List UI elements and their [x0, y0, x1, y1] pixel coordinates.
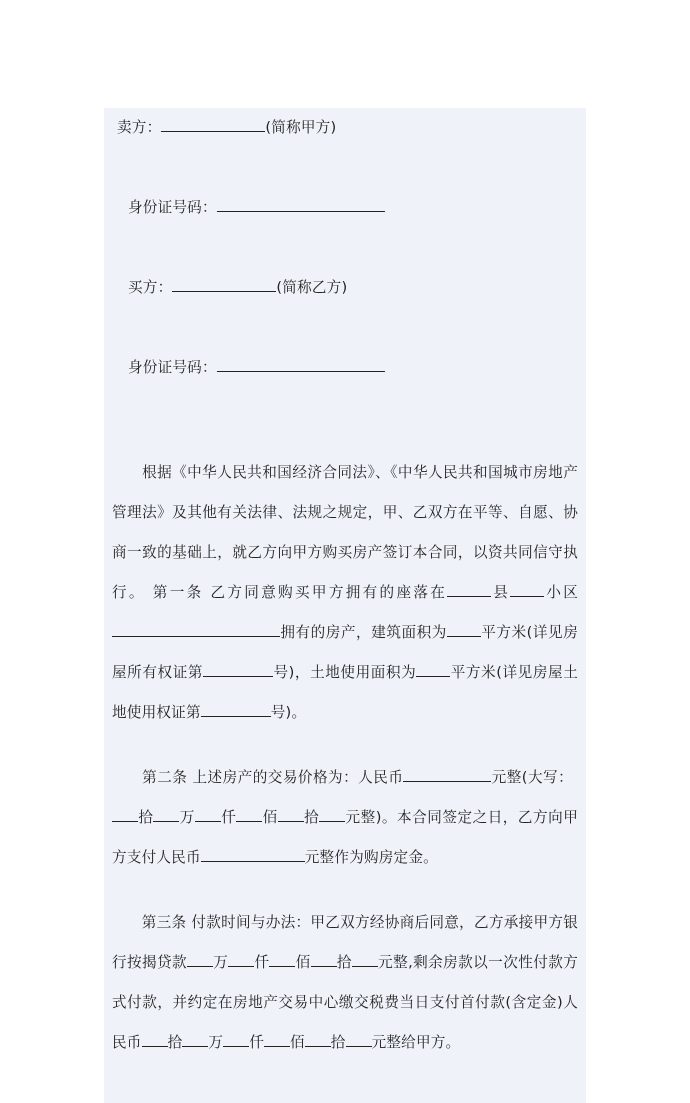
- land-cert-blank[interactable]: [201, 702, 271, 717]
- buyer-id-line: [104, 348, 586, 388]
- paragraph-gap: [104, 878, 586, 903]
- clause-3-text-j: 佰: [289, 1034, 305, 1051]
- loan-cn-1-blank[interactable]: [187, 952, 213, 967]
- spacer: [104, 308, 586, 348]
- clause-3-text-h: 万: [208, 1034, 224, 1051]
- seller-name-blank[interactable]: [161, 117, 265, 132]
- clause-2-text-d: 万: [179, 809, 195, 826]
- preamble-and-clause-1: [104, 453, 586, 733]
- downpay-cn-3-blank[interactable]: [223, 1032, 249, 1047]
- clause-3-paragraph: [104, 903, 586, 1063]
- clause-1-text-g: 平方米(详见房屋土地使用权证第: [112, 664, 578, 721]
- price-cn-5-blank[interactable]: [278, 807, 304, 822]
- clause-1-text-f: 号)，土地使用面积为: [273, 664, 417, 681]
- price-cn-3-blank[interactable]: [195, 807, 221, 822]
- bottom-spacer: [104, 1063, 586, 1103]
- preamble-text: 根据《中华人民共和国经济合同法》、《中华人民共和国城市房地产管理法》及其他有关法律、法规之规定，甲、乙双方在平等、自愿、协商一致的基础上，就乙方向甲方购买房产签订本合同，以资共同信守执行。: [112, 464, 579, 601]
- clause-3-text-l: 元整给甲方。: [371, 1034, 461, 1051]
- clause-1-text-h: 号)。: [270, 704, 307, 721]
- ownership-cert-blank[interactable]: [203, 662, 273, 677]
- community-blank[interactable]: [112, 622, 280, 637]
- clause-1-text-c: 小区: [544, 584, 579, 601]
- clause-2-text-a: 上述房产的交易价格为：人民币: [192, 769, 404, 786]
- spacer: [104, 228, 586, 268]
- seller-id-blank[interactable]: [217, 197, 385, 212]
- clause-3-title: 第三条: [141, 914, 187, 931]
- contract-content-block: [104, 108, 586, 1103]
- buyer-line: [104, 268, 586, 308]
- clause-3-text-c: 仟: [254, 954, 270, 971]
- buyer-id-label: 身份证号码：: [128, 359, 217, 376]
- price-blank[interactable]: [403, 767, 491, 782]
- clause-2-text-h: 元整)。本合同签定之日，乙方向甲方支付人民币: [112, 809, 579, 866]
- land-area-blank[interactable]: [416, 662, 450, 677]
- price-cn-1-blank[interactable]: [112, 807, 138, 822]
- loan-cn-2-blank[interactable]: [228, 952, 254, 967]
- loan-cn-4-blank[interactable]: [311, 952, 337, 967]
- downpay-cn-1-blank[interactable]: [142, 1032, 168, 1047]
- downpay-cn-6-blank[interactable]: [346, 1032, 372, 1047]
- clause-2-text-i: 元整作为购房定金。: [304, 849, 438, 866]
- price-cn-4-blank[interactable]: [236, 807, 262, 822]
- clause-1-text-d: 拥有的房产，建筑面积为: [280, 624, 447, 641]
- district-blank[interactable]: [510, 582, 544, 597]
- clause-3-text-e: 拾: [336, 954, 352, 971]
- buyer-id-blank[interactable]: [217, 357, 385, 372]
- loan-cn-3-blank[interactable]: [269, 952, 295, 967]
- seller-label: 卖方：: [117, 119, 162, 136]
- downpay-cn-5-blank[interactable]: [305, 1032, 331, 1047]
- building-area-blank[interactable]: [447, 622, 481, 637]
- clause-3-text-d: 佰: [295, 954, 311, 971]
- buyer-name-blank[interactable]: [172, 277, 276, 292]
- clause-3-text-i: 仟: [249, 1034, 264, 1051]
- clause-3-text-g: 拾: [167, 1034, 183, 1051]
- clause-1-text-a: 乙方同意购买甲方拥有的座落在: [210, 584, 448, 601]
- price-cn-6-blank[interactable]: [319, 807, 345, 822]
- spacer: [104, 413, 586, 453]
- clause-2-text-b: 元整(大写：: [491, 769, 574, 786]
- loan-cn-5-blank[interactable]: [352, 952, 378, 967]
- clause-2-text-e: 仟: [220, 809, 237, 826]
- clause-3-text-b: 万: [213, 954, 229, 971]
- buyer-label: 买方：: [128, 279, 173, 296]
- spacer: [104, 148, 586, 188]
- clause-3-text-k: 拾: [330, 1034, 346, 1051]
- clause-2-text-g: 拾: [303, 809, 320, 826]
- paragraph-gap: [104, 733, 586, 758]
- price-cn-2-blank[interactable]: [153, 807, 179, 822]
- deposit-blank[interactable]: [201, 847, 305, 862]
- clause-2-title: 第二条: [142, 769, 188, 786]
- downpay-cn-2-blank[interactable]: [182, 1032, 208, 1047]
- clause-2-text-c: 拾: [138, 809, 154, 826]
- clause-2-paragraph: [104, 758, 586, 878]
- seller-suffix: (简称甲方): [265, 119, 337, 136]
- clause-1-title: 第一条: [152, 584, 204, 601]
- clause-3-text-f: 元整,剩余房款以一次性付款方式付款，并约定在房地产交易中心缴交税费当日支付首付款(含定金)人民币: [112, 954, 578, 1051]
- buyer-suffix: (简称乙方): [276, 279, 348, 296]
- seller-line: [104, 108, 586, 148]
- clause-3-text-a: 付款时间与办法：甲乙双方经协商后同意，乙方承接甲方银行按揭贷款: [112, 914, 579, 971]
- clause-1-text-b: 县: [491, 584, 511, 601]
- county-blank[interactable]: [447, 582, 491, 597]
- clause-1-text-e: 平方米(详见房屋所有权证第: [112, 624, 578, 681]
- seller-id-label: 身份证号码：: [128, 199, 217, 216]
- paragraph-gap: [104, 388, 586, 413]
- clause-2-text-f: 佰: [262, 809, 278, 826]
- seller-id-line: [104, 188, 586, 228]
- downpay-cn-4-blank[interactable]: [264, 1032, 290, 1047]
